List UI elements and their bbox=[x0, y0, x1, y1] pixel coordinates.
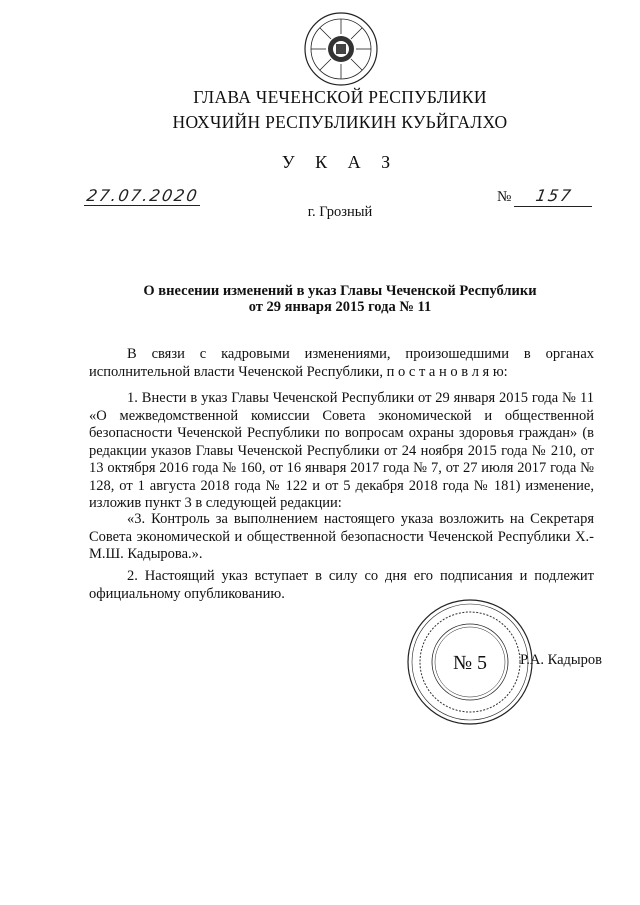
paragraph-text: В связи с кадровыми изменениями, произошедшими в органах исполнительной власти Чеченской Республики, п о с т а н о в л я ю: bbox=[89, 346, 594, 380]
body-paragraph-1 bbox=[89, 346, 594, 381]
decree-number: 157 bbox=[534, 186, 575, 205]
paragraph-text: 2. Настоящий указ вступает в силу со дня его подписания и подлежит официальному опубликованию. bbox=[89, 568, 594, 602]
header-title-ce: НОХЧИЙН РЕСПУБЛИКИН КУЬЙГАЛХО bbox=[172, 112, 508, 132]
decree-subject bbox=[0, 283, 640, 315]
body-paragraph-3 bbox=[89, 511, 594, 564]
subject-line-2: от 29 января 2015 года № 11 bbox=[248, 299, 432, 315]
header-title-ru: ГЛАВА ЧЕЧЕНСКОЙ РЕСПУБЛИКИ bbox=[193, 87, 487, 107]
paragraph-text: 1. Внести в указ Главы Чеченской Республики от 29 января 2015 года № 11 «О межведомственной комиссии Совета экономической и общественной безопасности Чеченской Республики по вопросам охраны здоровья граждан» (в редакции указов Главы Чеченской Республики от 24 ноября 2015 года № 210, от 13 октября 2016 года № 160, от 16 января 2017 года № 7, от 27 июля 2017 года № 128, от 1 августа 2018 года № 122 и от 5 декабря 2018 года № 181) изменение, изложив пункт 3 в следующей редакции: bbox=[89, 390, 594, 511]
number-label: № bbox=[497, 189, 512, 205]
paragraph-text: «3. Контроль за выполнением настоящего указа возложить на Секретаря Совета экономической и общественной безопасности Чеченской Республики Х.-М.Ш. Кадырова.». bbox=[89, 511, 594, 562]
decree-date: 27.07.2020 bbox=[85, 186, 201, 205]
emblem-icon bbox=[300, 8, 382, 90]
signature-name: Р.А. Кадыров bbox=[520, 652, 602, 668]
official-stamp-icon bbox=[405, 597, 535, 727]
decree-city: г. Грозный bbox=[307, 204, 373, 220]
subject-line-1: О внесении изменений в указ Главы Чеченской Республики bbox=[143, 283, 537, 299]
body-paragraph-2 bbox=[89, 390, 594, 513]
stamp-number: № 5 bbox=[452, 652, 488, 674]
decree-title: У К А З bbox=[281, 152, 399, 172]
